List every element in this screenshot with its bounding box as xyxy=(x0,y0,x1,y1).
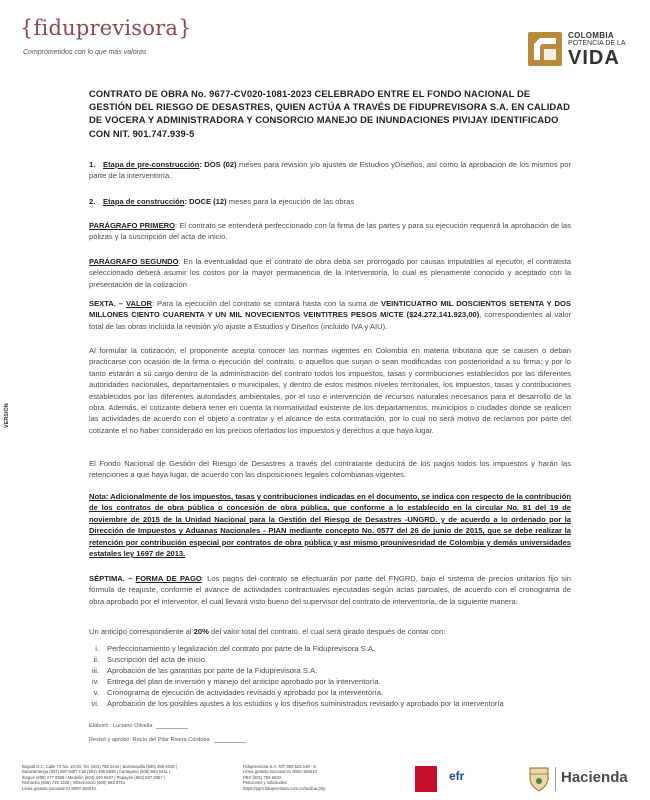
list-item: ii. Suscripción del acta de inicio. xyxy=(93,654,208,664)
reviso-signature: Revisó y aprobó: Rocío del Pilar Rivera Córdoba xyxy=(89,736,246,743)
colombia-emblem-icon xyxy=(528,32,562,66)
list-item: iii. Aprobación de las garantías por parte de la Fiduprevisora S.A. xyxy=(91,665,318,675)
fiduprevisora-tagline: Comprometidos con lo que más valoras xyxy=(23,49,147,56)
version-side-label xyxy=(0,386,12,430)
gov-logo-line1: COLOMBIA xyxy=(568,31,614,40)
footer-logos xyxy=(415,763,635,797)
signature-line xyxy=(156,722,188,729)
paragrafo-segundo: PARÁGRAFO SEGUNDO: En la eventualidad que el contrato de obra deba ser prorrogado por causas imputables al ejecutor, el contratista seleccionado deberá asumir los costos por la mayor permanencia de la Interventoría, lo cual es plenamente conocido y aceptado con la presentación de la cotización xyxy=(89,257,571,289)
paragrafo-primero: PARÁGRAFO PRIMERO: El contrato se entenderá perfeccionado con la firma de las partes y para su ejecución requerirá la aprobación de las pólizas y la suscripción del acta de inicio. xyxy=(89,221,571,242)
list-item: iv. Entrega del plan de inversión y manejo del anticipo aprobado por la interventoría. xyxy=(91,676,381,686)
parrafo-tributario: Al formular la cotización, el proponente acepta conocer las normas vigentes en Colombia en materia tributaria que se causen o deban practicarse con ocasión de la firma o ejecución del contrato, o aquellos que surjan o sean modificadas con posterioridad a su firma; y por lo tanto estarán a su cargo dentro de la administración del contrato todos los impuestos, tasas y contribuciones establecidos por las diferentes autoridades nacionales, departamentales o municipales, y dentro de estos mismos niveles territoriales, los impuestos, tasas y contribuciones establecidos por las diferentes autoridades ambientales, por el uso e intervención de recursos naturales necesarios para el desarrollo de la obra. Además, el cotizante deberá tener en cuenta la normatividad existente de los departamentos, municipios o ciudades donde se realicen las actividades de acuerdo con el objeto a contratar y el alcance de esta contratación, por lo cual no será motivo de reclamos por parte del cotizante el no haber considerado en los precios ofertados los impuestos y derechos a que haya lugar. xyxy=(89,346,571,435)
nota-contribucion: Nota: Adicionalmente de los impuestos, tasas y contribuciones indicadas en el documento, se indica con respecto de la contribución de los contratos de obra pública o concesión de obra pública, que conforme a lo establecido en la circular No. 81 del 19 de noviembre de 2015 de la Unidad Nacional para la Gestión del Riesgo de Desastres -UNGRD. y de acuerdo a lo ordenado por la Dirección de Impuestos y Aduanas Nacionales - PIAN mediante concepto No. 0577 del 26 de junio de 2015, que se debe realizar la retención por contribución especial por contratos de obra pública y así mismo prounivesridad de Colombia y demás universidades estatales ley 1697 de 2013. xyxy=(89,492,571,559)
contract-title: CONTRATO DE OBRA No. 9677-CV020-1081-2023 CELEBRADO ENTRE EL FONDO NACIONAL DE GESTIÓN DEL RIESGO DE DESASTRES, QUIEN ACTÚA A TRAVÉS DE FIDUPREVISORA S.A. EN CALIDAD DE VOCERA Y ADMINISTRADORA Y CONSORCIO MANEJO DE INUNDACIONES PIVIJAY IDENTIFICADO CON NIT. 901.747.939-5 xyxy=(89,88,571,139)
list-item: i. Perfeccionamiento y legalización del contrato por parte de la Fiduprevisora S.A. xyxy=(95,644,376,653)
footer-divider xyxy=(555,767,556,791)
gov-logo-line2: POTENCIA DE LA xyxy=(568,40,626,47)
colombia-shield-icon xyxy=(527,765,551,793)
elaboro-signature: Elaboró : Luciano Olivella xyxy=(89,722,188,729)
footer-offices: Bogotá D.C. Calle 72 No. 10-03, Tel. (601) 756 2444 | Barranquilla (605) 385 4018 | Bucaramanga (607) 687 9487 Cali (602) 485 5838 | Cartagena (605) 693 6411 | Ibagué (608) 277 0659 | Medellín (604) 340 0937 | Popayán (602) 837 3367 | Riohacha (605) 729 1328 | Villavicencio (608) 683 3751 Línea gratuita nacional 01 8000 180510 xyxy=(22,764,177,791)
anticipo-paragraph: Un anticipo correspondiente al 20% del valor total del contrato, el cual será girado después de contar con: xyxy=(89,627,446,636)
stage-construction: 2. Etapa de construcción: DOCE (12) meses para la ejecución de las obras xyxy=(89,197,355,206)
pqrs-link[interactable]: https://pqrs.fiduprevisora.com.co/radicar.php xyxy=(243,785,326,791)
list-item: v. Cronograma de ejecución de actividades revisado y aprobado por la interventoría. xyxy=(93,687,384,697)
list-item: vi. Aprobación de los posibles ajustes a los estudios y los diseños suministrados revisado y aprobado por la interventoría xyxy=(91,698,504,708)
signature-line xyxy=(214,736,246,743)
parrafo-retenciones: El Fondo Nacional de Gestión del Riesgo de Desastres a través del contratante deducirá de los pagos todos los impuestos y harán las retenciones a que haya lugar, de acuerdo con las disposiciones legales colombianas vigentes. xyxy=(89,459,571,480)
anticipo-conditions-list xyxy=(89,644,571,709)
gov-logo-line3: VIDA xyxy=(568,47,620,69)
clausula-sexta-valor: SEXTA. – VALOR: Para la ejecución del contrato se contará hasta con la suma de VEINTICUATRO MIL DOSCIENTOS SETENTA Y DOS MILLONES CIENTO CUARENTA Y UN MIL NOVECIENTOS VEINTITRES PESOS M/CTE ($24.272.141.923,00), correspondientes al valor total de las obras incluida la revisión y/o ajuste a Estudios y Diseños (incluido IVA y AIU). xyxy=(89,299,571,331)
hacienda-logo: Hacienda xyxy=(561,769,628,786)
fiduprevisora-logo: {fiduprevisora} xyxy=(20,16,192,40)
award-badge-icon xyxy=(415,766,437,792)
stage-pre-construction: 1. Etapa de pre-construcción: DOS (02) meses para revisión y/o ajustes de Estudios yDiseños, así como la aprobación de los mismos por parte de la interventoría. xyxy=(89,160,571,181)
svg-text:VERSIÓN: VERSIÓN xyxy=(4,403,10,428)
efr-logo: efr xyxy=(449,769,465,783)
clausula-septima-forma-pago: SÉPTIMA. – FORMA DE PAGO: Los pagos del contrato se efectuarán por parte del FNGRD, bajo el sistema de precios unitarios fijo sin fórmula de reajuste, conforme el avance de actividades contractuales ejecutadas según actas parciales, de acuerdo con el cronograma de obra aprobado por el interventor, el cual llevará visto bueno del supervisor del contrato de interventoría, de la siguiente manera: xyxy=(89,574,571,606)
footer-contact: Fiduprevisora S.A. NIT 860.525.148 - 5 Línea gratuita nacional 01 8000 180510 PBX (601) 756 6633 Peticiones y solicitudes: https://pqrs.fiduprevisora.com.co/radicar.php xyxy=(243,764,363,791)
colombia-potencia-vida-logo xyxy=(528,28,638,72)
